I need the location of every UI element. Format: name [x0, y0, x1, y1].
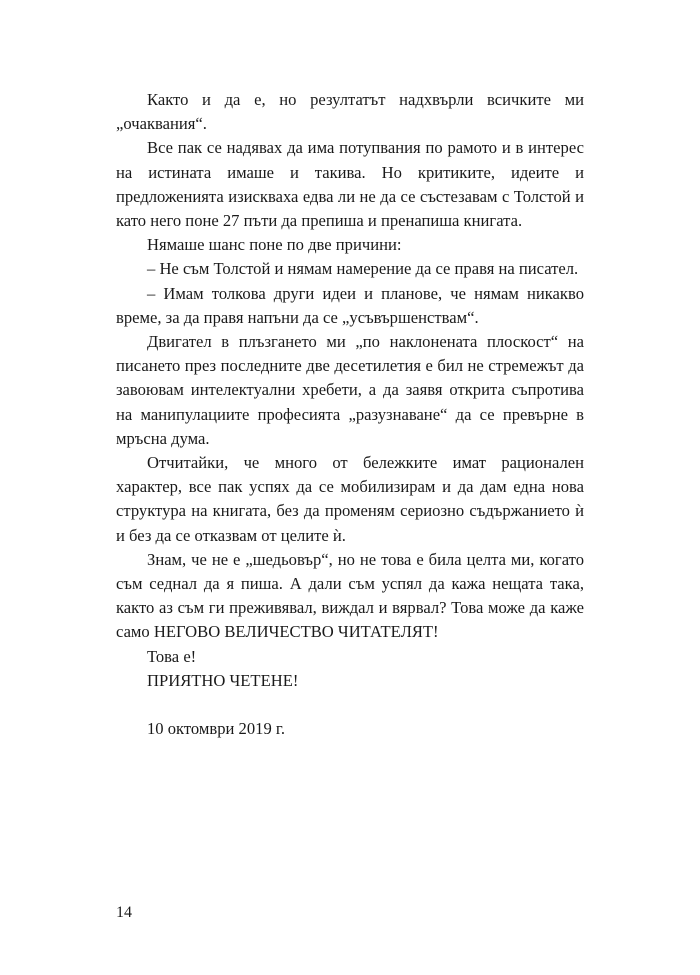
paragraph: – Имам толкова други идеи и планове, че нямам никакво време, за да правя напъни да се „усъвършенствам“.	[116, 283, 584, 327]
paragraph: Знам, че не е „шедьовър“, но не това е била целта ми, когато съм седнал да я пиша. А дали съм успял да кажа нещата така, както аз съм ги преживявал, виждал и вярвал? Това може да каже само НЕГОВО ВЕЛИЧЕСТВО ЧИТАТЕЛЯТ!	[116, 549, 584, 642]
body-text	[116, 88, 584, 741]
paragraph: Отчитайки, че много от бележките имат рационален характер, все пак успях да се мобилизирам и да дам една нова структура на книгата, без да променям сериозно съдържанието ѝ и без да се отказвам от целите ѝ.	[116, 453, 584, 545]
paragraph: Нямаше шанс поне по две причини:	[147, 235, 402, 255]
paragraph: Това е!	[147, 646, 197, 666]
paragraph: Както и да е, но резултатът надхвърли всичките ми „очаквания“.	[116, 90, 584, 134]
paragraph: Двигател в плъзгането ми „по наклонената плоскост“ на писането през последните две десетилетия е бил не стремежът да завоювам интелектуални хребети, а да заявя открита съпротива на манипулациите професията „разузнаване“ да се превърне в мръсна дума.	[116, 332, 584, 448]
page-number: 14	[116, 904, 132, 921]
paragraph: ПРИЯТНО ЧЕТЕНЕ!	[147, 670, 299, 690]
paragraph: – Не съм Толстой и нямам намерение да се правя на писател.	[147, 259, 579, 279]
paragraph: Все пак се надявах да има потупвания по рамото и в интерес на истината имаше и такива. Но критиките, идеите и предложенията изискваха едва ли не да се състезавам с Толстой и като него поне 27 пъти да препиша и пренапиша книгата.	[116, 138, 584, 231]
date-line: 10 октомври 2019 г.	[147, 719, 285, 739]
